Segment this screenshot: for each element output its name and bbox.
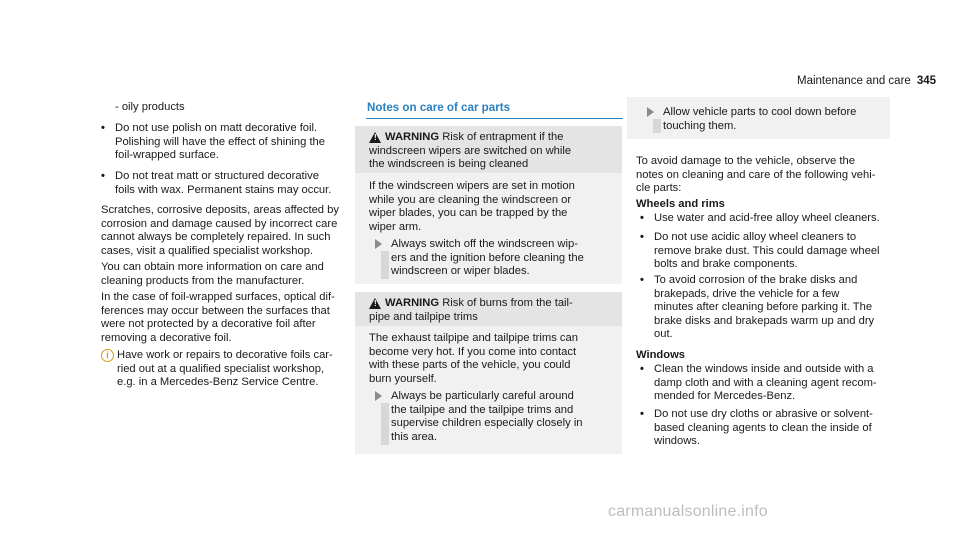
text-line: cases, visit a qualified specialist workshop. xyxy=(101,244,314,257)
text-line: burn yourself. xyxy=(369,372,437,385)
text-line: Allow vehicle parts to cool down before xyxy=(663,106,857,118)
text-line: brakepads, drive the vehicle for a few xyxy=(654,287,840,300)
text-line: Have work or repairs to decorative foils car- xyxy=(117,349,333,361)
text-line: Clean the windows inside and outside with a xyxy=(654,363,874,375)
text-line: windscreen wipers are switched on while xyxy=(369,144,572,157)
warning-body xyxy=(369,332,619,386)
text-line: ers and the ignition before cleaning the xyxy=(391,251,584,264)
page-number: 345 xyxy=(916,75,936,87)
text-line: The exhaust tailpipe and tailpipe trims can xyxy=(369,332,578,344)
arrow-right-icon xyxy=(647,107,654,117)
warning-box xyxy=(355,126,622,284)
text-line: notes on cleaning and care of the following vehi- xyxy=(636,168,876,181)
paragraph xyxy=(636,155,898,196)
warning-triangle-icon: ! xyxy=(369,132,381,143)
text-line: Always be particularly careful around xyxy=(391,390,574,402)
text-line: with these parts of the vehicle, you could xyxy=(369,359,571,372)
instruction-bar xyxy=(381,403,389,445)
text-line: Risk of burns from the tail- xyxy=(442,297,573,309)
text-line: You can obtain more information on care and xyxy=(101,261,324,273)
warning-body xyxy=(369,180,619,234)
text-line: cle parts: xyxy=(636,182,682,195)
text-line: out. xyxy=(654,328,673,341)
text-line: In the case of foil-wrapped surfaces, optical dif- xyxy=(101,291,335,303)
bullet-dot: • xyxy=(101,122,105,134)
warning-continuation-box xyxy=(627,97,890,139)
bullet-dot: • xyxy=(640,212,644,224)
text-line: wiper arm. xyxy=(369,220,422,233)
text-line: ried out at a qualified specialist workshop, xyxy=(117,362,325,375)
paragraph xyxy=(101,291,363,345)
bullet-dot: • xyxy=(640,363,644,375)
watermark: carmanualsonline.info xyxy=(608,503,768,520)
text-line: To avoid damage to the vehicle, observe the xyxy=(636,155,855,167)
dash-list-item: - oily products xyxy=(115,101,185,113)
text-line: Do not use dry cloths or abrasive or solvent- xyxy=(654,408,873,420)
text-line: supervise children especially closely in xyxy=(391,417,583,430)
section-name: Maintenance and care xyxy=(797,75,911,87)
text-line: e.g. in a Mercedes-Benz Service Centre. xyxy=(117,376,319,389)
text-line: Scratches, corrosive deposits, areas affected by xyxy=(101,204,339,216)
subheading-windows: Windows xyxy=(636,349,685,361)
warning-heading xyxy=(369,131,619,172)
text-line: To avoid corrosion of the brake disks and xyxy=(654,274,858,286)
text-line: foils with wax. Permanent stains may occur. xyxy=(115,183,332,196)
text-line: corrosion and damage caused by incorrect care xyxy=(101,217,338,230)
warning-box xyxy=(355,292,622,454)
text-line: removing a decorative foil. xyxy=(101,331,232,344)
warning-label: WARNING xyxy=(385,131,440,143)
text-line: bolts and brake components. xyxy=(654,258,798,271)
running-header xyxy=(760,75,936,89)
text-line: this area. xyxy=(391,430,438,443)
text-line: based cleaning agents to clean the inside of xyxy=(654,421,872,434)
paragraph xyxy=(101,204,363,258)
warning-label: WARNING xyxy=(385,297,440,309)
text-line: Polishing will have the effect of shining the xyxy=(115,135,326,148)
title-rule xyxy=(366,118,623,119)
section-title: Notes on care of car parts xyxy=(367,101,511,114)
bullet-dot: • xyxy=(640,408,644,420)
instruction-bar xyxy=(381,251,389,279)
text-line: Risk of entrapment if the xyxy=(442,131,564,143)
instruction-bar xyxy=(653,119,661,133)
text-line: Do not use acidic alloy wheel cleaners to xyxy=(654,231,857,243)
text-line: the tailpipe and the tailpipe trims and xyxy=(391,403,574,416)
warning-heading xyxy=(369,297,619,324)
arrow-right-icon xyxy=(375,239,382,249)
text-line: pipe and tailpipe trims xyxy=(369,310,478,323)
info-icon: i xyxy=(101,349,114,362)
text-line: foil-wrapped surface. xyxy=(115,149,219,162)
text-line: wiper blades, you can be trapped by the xyxy=(369,207,568,220)
text-line: windscreen or wiper blades. xyxy=(391,265,530,278)
bullet-dot: • xyxy=(640,231,644,243)
arrow-right-icon xyxy=(375,391,382,401)
text-line: brake disks and brakepads warm up and dry xyxy=(654,314,875,327)
text-line: Always switch off the windscreen wip- xyxy=(391,238,578,250)
text-line: windows. xyxy=(654,435,701,448)
text-line: the windscreen is being cleaned xyxy=(369,158,529,171)
text-line: remove brake dust. This could damage wheel xyxy=(654,244,880,257)
text-line: damp cloth and with a cleaning agent recom- xyxy=(654,376,877,389)
text-line: cannot always be completely repaired. In such xyxy=(101,231,331,244)
text-line: minutes after cleaning before parking it. The xyxy=(654,301,873,314)
text-line: mended for Mercedes-Benz. xyxy=(654,390,796,403)
text-line: touching them. xyxy=(663,119,737,132)
bullet-dot: • xyxy=(101,170,105,182)
text-line: become very hot. If you come into contact xyxy=(369,345,577,358)
text-line: If the windscreen wipers are set in motion xyxy=(369,180,575,192)
text-line: Use water and acid-free alloy wheel cleaners. xyxy=(654,212,880,224)
info-note xyxy=(117,349,363,390)
subheading-wheels: Wheels and rims xyxy=(636,198,725,210)
text-line: while you are cleaning the windscreen or xyxy=(369,193,572,206)
bullet-dot: • xyxy=(640,274,644,286)
warning-triangle-icon: ! xyxy=(369,298,381,309)
text-line: Do not use polish on matt decorative foil. xyxy=(115,122,318,134)
text-line: were not protected by a decorative foil after xyxy=(101,318,316,331)
text-line: ferences may occur between the surfaces that xyxy=(101,304,330,317)
text-line: Do not treat matt or structured decorative xyxy=(115,170,319,182)
text-line: cleaning products from the manufacturer. xyxy=(101,274,305,287)
paragraph xyxy=(101,261,363,288)
